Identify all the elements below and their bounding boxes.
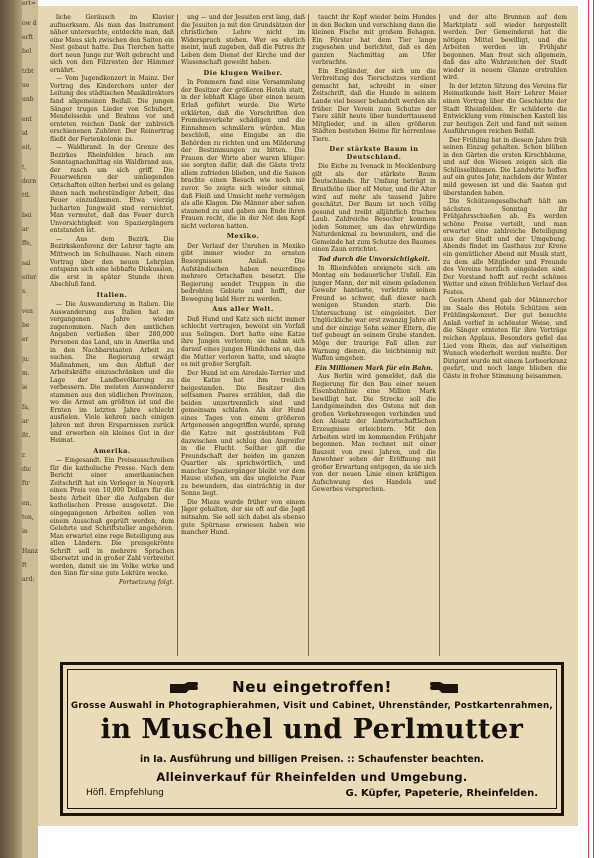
ad-headline: Neu eingetroffen! [232,678,392,696]
ad-merchant: G. Küpfer, Papeterie, Rheinfelden. [345,788,538,799]
article-paragraph: In Rheinfelden ereignete sich am Montag ein bedauerlicher Unfall. Ein junger Mann, der mit einem geladenen Gewehr hantierte, verletzte seinen Freund so schwer, daß dieser nach wenigen Stunden starb. Die Untersuchung ist eingeleitet. Der Unglückliche war erst zwanzig Jahre alt und der einzige Sohn seiner Eltern, die tief gebeugt an seinem Grabe standen. Möge der traurige Fall allen zur Warnung dienen, die leichtsinnig mit Waffen umgehen. [312,264,436,363]
column-2 [181,14,305,656]
strip-fragment: ju: [22,356,30,363]
strip-fragment: ar [22,226,29,233]
ad-exclusive-line: Alleinverkauf für Rheinfelden und Umgebung. [156,770,468,784]
article-paragraph: — Vom Jugendkonzert in Mainz. Der Vortrag des Kinderchors unter der Leitung des städtischen Musikdirektors fand allgemeinen Beifall. Die jungen Sänger trugen Lieder von Schubert, Mendelssohn und Brahms vor und ernteten reichen Dank der zahlreich erschienenen Zuhörer. Der Reinertrag fließt der Ferienkolonie zu. [50,75,174,143]
article-paragraph: Der Frühling hat in diesem Jahre früh seinen Einzug gehalten. Schon blühen in den Gärten die ersten Kirschbäume, und auf den Wiesen zeigen sich die Schlüsselblumen. Die Landwirte hoffen auf ein gutes Jahr, nachdem der Winter mild gewesen ist und die Saaten gut überstanden haben. [443,136,567,197]
strip-fragment: ert= [22,0,36,7]
strip-fragment: sal [22,260,31,267]
strip-fragment: ent [22,116,32,123]
strip-fragment: fa, [22,404,30,411]
strip-fragment: bei [22,212,32,219]
strip-fragment: Hanz [22,548,38,555]
section-heading: Amerika. [93,446,131,455]
strip-fragment: r. [22,452,27,459]
column-3 [312,14,436,656]
section-heading: Mexiko. [226,232,260,241]
article-paragraph: In Pommern fand eine Versammlung der Besitzer der größeren Hotels statt, in der lebhaft Klage über einen neuen Erlaß geführt wurde. Die Wirte erklärten, daß die Vorschriften den Fremdenverkehr schädigen und die Einnahmen schmälern würden. Man beschloß, eine Eingabe an die Behörden zu richten und um Milderung der Bestimmungen zu bitten. Die Frauen der Wirte aber waren klüger: sie sorgten dafür, daß die Gäste trotz allem zufrieden blieben, und die Saison brachte einen Besuch wie noch nie zuvor. So zeigte sich wieder einmal, daß Fleiß und Umsicht mehr vermögen als alle Klagen. Die Männer aber sahen staunend zu und gaben am Ende ihren Frauen recht, die in der Not den Kopf nicht verloren hatten. [181,79,305,230]
ad-quality-line: in Ia. Ausführung und billigen Preisen. :: Schaufenster beachten. [140,754,484,765]
strip-fragment: trbt [22,68,34,75]
article-paragraph: Daß Hund und Katz sich nicht immer schlecht vertragen, beweist ein Vorfall aus Solingen. Dort hatte eine Katze ihre Jungen verloren; sie nahm sich darauf eines jungen Hündchens an, das die Mutter verloren hatte, und säugte es mit großer Sorgfalt. [181,315,305,369]
strip-fragment: ßt. [22,432,31,439]
article-paragraph: ung — und der Jesuiten erst lang, daß die Jesuiten ja mit den Grundsätzen der christlichen Lehre nicht im Widerspruch stehen. Wer es ehrlich meint, muß zugeben, daß die Patres ihr Leben dem Dienst der Kirche und der Wissenschaft geweiht haben. [181,14,305,67]
strip-fragment: unb [22,96,34,103]
strip-fragment: er [22,336,29,343]
strip-fragment: ue [22,82,30,89]
strip-fragment: ftr [22,480,30,487]
article-paragraph: Ein Engländer, der sich um die Verbreitung des Tierschutzes verdient gemacht hat, schreibt in einer Zeitschrift, daß die Hunde in seinem Lande viel besser behandelt werden als früher. Der Verein zum Schutze der Tiere zählt heute über hunderttausend Mitglieder, und in allen größeren Städten bestehen Heime für herrenlose Tiere. [312,67,436,143]
article-columns [50,14,570,656]
strip-fragment: dern [22,178,37,185]
strip-fragment: dic [22,466,32,473]
strip-fragment: m. [22,370,30,377]
column-rule [308,14,309,656]
ad-recommendation: Höfl. Empfehlung [86,788,164,798]
strip-fragment: id [22,130,28,137]
strip-fragment: erft [22,34,34,41]
column-rule [177,14,178,656]
article-paragraph: liche Geräusch im Klavier aufmerksam. Als man das Instrument näher untersuchte, entdeckte man, daß eine Maus sich zwischen den Saiten ein Nest gebaut hatte. Das Tierchen hatte dort neun Junge zur Welt gebracht und sich von den Filzresten der Hämmer ernährt. [50,14,174,74]
column-4 [443,14,567,656]
article-paragraph: In der letzten Sitzung des Vereins für Heimatkunde hielt Herr Lehrer Meier einen Vortrag über die Geschichte der Stadt Rheinfelden. Er schilderte die Entwicklung vom römischen Kastell bis zur heutigen Zeit und fand mit seinen Ausführungen reichen Beifall. [443,82,567,136]
strip-fragment: eiter [22,274,37,281]
article-paragraph: und der alte Brunnen auf dem Marktplatz soll wieder hergestellt werden. Der Gemeinderat hat die nötigen Mittel bewilligt, und die Arbeiten werden im Frühjahr begonnen. Man freut sich allgemein, daß das alte Wahrzeichen der Stadt wieder in neuem Glanze erstrahlen wird. [443,14,567,82]
section-heading: Die klugen Weiber. [203,68,283,77]
article-paragraph: Aus Berlin wird gemeldet, daß die Regierung für den Bau einer neuen Eisenbahnlinie eine Million Mark bewilligt hat. Die Strecke soll die Landgemeinden des Ostens mit den großen Verkehrswegen verbinden und den Absatz der landwirtschaftlichen Erzeugnisse erleichtern. Mit den Arbeiten wird im kommenden Frühjahr begonnen. Man rechnet mit einer Bauzeit von zwei Jahren, und die Anwohner sehen der Eröffnung mit großer Erwartung entgegen, da sie sich von der neuen Linie einen kräftigen Aufschwung des Handels und Gewerbes versprechen. [312,373,436,494]
article-paragraph: Die Mieze wurde früher von einem Jäger gehalten, der sie oft auf die Jagd mitnahm. Sie soll sich dabei als ebenso gute Spürnase erwiesen haben wie mancher Hund. [181,498,305,537]
margin-line [588,0,589,858]
strip-fragment: ie [22,384,28,391]
strip-fragment: be [22,322,30,329]
strip-fragment: bel [22,48,32,55]
newspaper-page [38,6,578,826]
strip-fragment: ft [22,562,27,569]
previous-page-edge [22,0,38,858]
article-headline: Tod durch die Unvorsichtigkeit. [318,255,430,263]
article-paragraph: — Die Auswanderung in Italien. Die Auswanderung aus Italien hat im vergangenen Jahre wieder zugenommen. Nach den amtlichen Angaben verließen über 280,000 Personen das Land, um in Amerika und in den Nachbarstaaten Arbeit zu suchen. Die Regierung erwägt Maßnahmen, um den Abfluß der Arbeitskräfte einzuschränken und die Lage der Landbevölkerung zu verbessern. Die meisten Auswanderer stammen aus den südlichen Provinzen, wo die Armut am größten ist und die Ernten im letzten Jahre schlecht ausfielen. Viele kehren nach einigen Jahren mit ihren Ersparnissen zurück und erwerben ein kleines Gut in der Heimat. [50,301,174,445]
strip-fragment: ffe, [22,240,32,247]
article-paragraph: Der Hund ist ein Airedale-Terrier und die Katze hat ihm treulich beigestanden. Die Besitzer des seltsamen Paares erzählen, daß die beiden unzertrennlich sind und gemeinsam schlafen. Als der Hund eines Tages von einem größeren Artgenossen angegriffen wurde, sprang die Katze mit gesträubtem Fell dazwischen und schlug den Angreifer in die Flucht. Seither gilt die Freundschaft der beiden im ganzen Quartier als sprichwörtlich, und mancher Spaziergänger bleibt vor dem Hause stehen, um das ungleiche Paar zu bewundern, das einträchtig in der Sonne liegt. [181,369,305,498]
strip-fragment: ar [22,418,29,425]
advertisement-inner-frame [67,669,557,809]
article-paragraph: Die Schützengesellschaft hält am nächsten Sonntag ihr Frühjahrsschießen ab. Es werden schöne Preise verteilt, und man erwartet eine zahlreiche Beteiligung aus der Stadt und der Umgebung. Abends findet im Gasthaus zur Krone ein gemütlicher Abend mit Musik statt, zu dem alle Mitglieder und Freunde des Vereins herzlich eingeladen sind. Der Vorstand hofft auf recht schönes Wetter und einen fröhlichen Verlauf des Festes. [443,198,567,296]
article-headline: Ein Millionen Mark für ein Bahn. [315,364,433,372]
advertisement [60,662,564,816]
strip-fragment: eit, [22,144,32,151]
strip-fragment: ven [22,308,33,315]
strip-fragment: ttl. [22,192,31,199]
strip-fragment: s. [22,288,27,295]
column-rule [439,14,440,656]
strip-fragment: en, [22,500,32,507]
article-paragraph: — Waldbrand. In der Grenze des Bezirkes Rheinfelden brach am Sonntagnachmittag ein Waldbrand aus, der rasch um sich griff. Die Feuerwehren der umliegenden Ortschaften eilten herbei und es gelang ihnen nach mehrstündiger Arbeit, das Feuer einzudämmen. Etwa vierzig Jucharten Jungwald sind vernichtet. Man vermutet, daß das Feuer durch Unvorsichtigkeit von Spaziergängern entstanden ist. [50,144,174,235]
article-paragraph: — Aus dem Bezirk. Die Bezirkskonferenz der Lehrer tagte am Mittwoch im Schulhause. Nach einem Vortrag über den neuen Lehrplan entspann sich eine lebhafte Diskussion, die erst in später Stunde ihren Abschluß fand. [50,235,174,289]
article-paragraph: Gestern Abend gab der Männerchor im Saale des Hotels Schützen sein Frühlingskonzert. Der gut besuchte Anlaß verlief in schönster Weise, und die Sänger ernteten für ihre Vorträge reichen Applaus. Besonders gefiel das Lied vom Rhein, das auf vielseitigen Wunsch wiederholt werden mußte. Der Dirigent wurde mit einem Lorbeerkranz geehrt, und noch lange blieben die Gäste in froher Stimmung beisammen. [443,297,567,380]
column-1 [50,14,174,656]
strip-fragment: ow d [22,20,37,27]
strip-fragment: in [22,528,28,535]
section-heading: Italien. [96,290,128,299]
margin-line-2 [593,0,594,858]
article-paragraph: — Eingesandt. Ein Preisausschreiben für die katholische Presse. Nach dem Bericht einer amerikanischen Zeitschrift hat ein Verleger in Neuyork einen Preis von 10,000 Dollars für die beste Arbeit über die Aufgaben der katholischen Presse ausgesetzt. Die eingegangenen Arbeiten sollen von einem Ausschuß geprüft werden, dem Gelehrte und Schriftsteller angehören. Man erwartet eine rege Beteiligung aus allen Ländern. Die preisgekrönte Schrift soll in mehrere Sprachen übersetzt und in großer Zahl verbreitet werden, damit sie im Volke wirke und den Sinn für eine gute Lektüre wecke. [50,457,174,578]
section-heading: Aus aller Welt. [212,305,274,314]
book-binding [0,0,22,858]
strip-fragment: ton, [22,514,34,521]
article-paragraph: Die Eiche zu Ivenack in Mecklenburg gilt als der stärkste Baum Deutschlands. Ihr Umfang beträgt in Brusthöhe über elf Meter, und ihr Alter wird auf mehr als tausend Jahre geschätzt. Der Baum ist noch völlig gesund und treibt alljährlich frisches Laub. Zahlreiche Besucher kommen jeden Sommer, um das ehrwürdige Naturdenkmal zu bewundern, und die Gemeinde hat zum Schutze des Baumes einen Zaun errichtet. [312,163,436,254]
article-paragraph: taucht ihr Kopf wieder beim Hundes in den Becken und verschlang dann die kleinen Fische mit großem Behagen. Ein Förster hat dem Tier lange zugesehen und berichtet, daß es den ganzen Nachmittag am Ufer verbrachte. [312,14,436,67]
ad-assortment-line: Grosse Auswahl in Photographierahmen, Visit und Cabinet, Uhrenständer, Postkartenrahmen, [71,701,553,711]
strip-fragment: ard: [22,576,35,583]
strip-fragment: t, [22,164,27,171]
ad-main-title: in Muschel und Perlmutter [100,714,524,745]
article-paragraph: Der Verlauf der Unruhen in Mexiko gibt immer wieder zu ernsten Besorgnissen Anlaß. Die Aufständischen haben neuerdings mehrere Ortschaften besetzt. Die Regierung sendet Truppen in die bedrohten Gebiete und hofft, der Bewegung bald Herr zu werden. [181,242,305,303]
section-heading: Der stärkste Baum in Deutschland. [329,145,419,161]
continuation-note: Fortsetzung folgt. [118,578,174,586]
